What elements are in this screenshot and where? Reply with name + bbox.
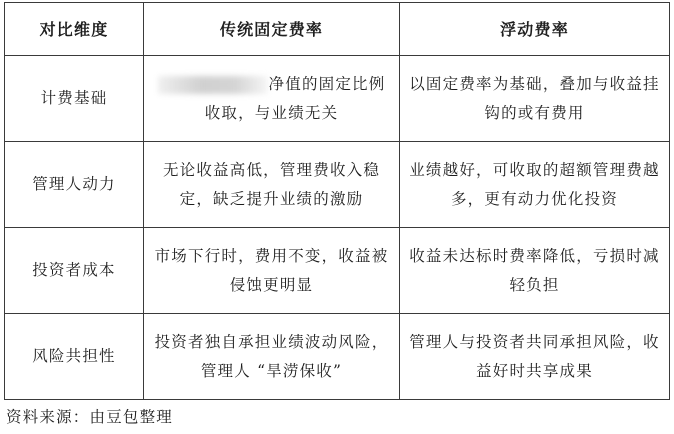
source-note: 资料来源：由豆包整理 — [6, 408, 174, 426]
table-row — [5, 56, 670, 142]
table-row — [5, 314, 670, 400]
table-header-row — [5, 3, 670, 56]
cell-fixed: 投资者独自承担业绩波动风险，管理人 “旱涝保收” — [144, 314, 400, 400]
cell-floating: 业绩越好，可收取的超额管理费越多，更有动力优化投资 — [400, 142, 670, 228]
cell-dimension: 风险共担性 — [5, 314, 144, 400]
cell-fixed: 市场下行时，费用不变，收益被侵蚀更明显 — [144, 228, 400, 314]
cell-floating: 以固定费率为基础，叠加与收益挂钩的或有费用 — [400, 56, 670, 142]
cell-fixed-text: 净值的固定比例收取，与业绩无关 — [204, 74, 386, 122]
cell-dimension: 投资者成本 — [5, 228, 144, 314]
cell-fixed — [144, 56, 400, 142]
header-fixed-rate: 传统固定费率 — [144, 3, 400, 56]
cell-fixed: 无论收益高低，管理费收入稳定，缺乏提升业绩的激励 — [144, 142, 400, 228]
cell-floating: 管理人与投资者共同承担风险，收益好时共享成果 — [400, 314, 670, 400]
blurred-text-mask — [158, 76, 268, 94]
table-row — [5, 228, 670, 314]
header-floating-rate: 浮动费率 — [400, 3, 670, 56]
cell-floating: 收益未达标时费率降低，亏损时减轻负担 — [400, 228, 670, 314]
header-dimension: 对比维度 — [5, 3, 144, 56]
table-row — [5, 142, 670, 228]
cell-dimension: 管理人动力 — [5, 142, 144, 228]
cell-dimension: 计费基础 — [5, 56, 144, 142]
comparison-table — [4, 2, 670, 400]
